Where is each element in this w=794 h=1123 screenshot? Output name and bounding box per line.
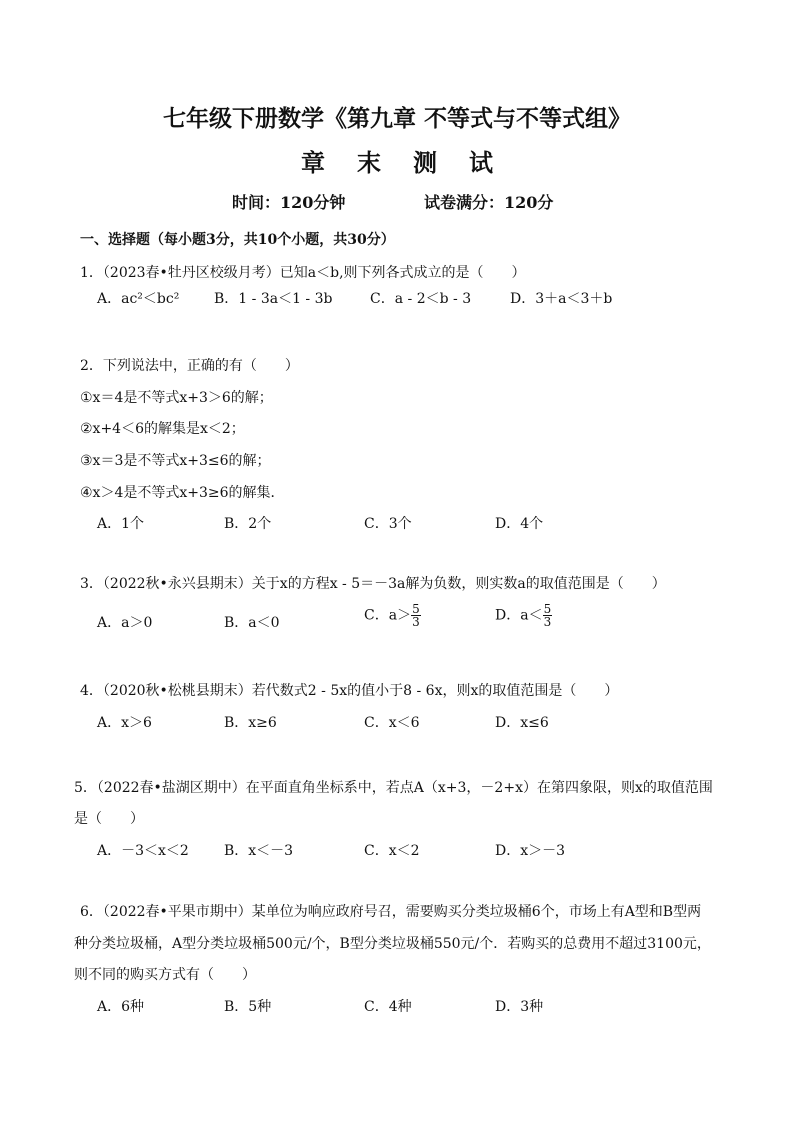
question-3-option-d <box>495 603 552 628</box>
question-2-item-4: ④x＞4是不等式x+3≥6的解集． <box>80 485 285 501</box>
question-4-option-d: D．x≤6 <box>495 715 549 731</box>
exam-time: 时间：120分钟 <box>232 193 346 212</box>
question-4-option-b: B．x≥6 <box>224 715 277 731</box>
question-6-option-a: A．6种 <box>97 999 145 1015</box>
question-5-option-c: C．x＜2 <box>364 843 420 859</box>
question-5-stem-line-2: 是（ ） <box>74 811 144 827</box>
question-1-option-d: D．3＋a＜3＋b <box>510 291 613 307</box>
question-4-stem: 4．（2020秋•松桃县期末）若代数式2 - 5x的值小于8 - 6x，则x的取值范围是（ ） <box>80 683 619 699</box>
fraction-numerator: 5 <box>543 602 552 616</box>
question-6-stem-line-2: 种分类垃圾桶，A型分类垃圾桶500元/个，B型分类垃圾桶550元/个．若购买的总费用不超过3100元， <box>74 936 711 952</box>
section-heading-choice: 一、选择题（每小题3分，共10个小题，共30分） <box>80 232 395 248</box>
question-4-option-a: A．x＞6 <box>97 715 152 731</box>
question-6-stem-line-1: 6．（2022春•平果市期中）某单位为响应政府号召，需要购买分类垃圾桶6个，市场上有A型和B型两 <box>80 904 702 920</box>
question-2-stem: 2．下列说法中，正确的有（ ） <box>80 358 299 374</box>
fraction-five-thirds <box>543 603 553 628</box>
question-2-item-3: ③x＝3是不等式x+3≤6的解； <box>80 453 271 469</box>
question-2-option-a: A．1个 <box>97 516 145 532</box>
question-2-option-c: C．3个 <box>364 516 412 532</box>
question-5-option-d: D．x＞－3 <box>495 843 566 859</box>
question-2-option-b: B．2个 <box>224 516 272 532</box>
document-subtitle: 章末测试 <box>301 148 525 177</box>
question-3-stem: 3．（2022秋•永兴县期末）关于x的方程x - 5＝－3a解为负数，则实数a的取值范围是（ ） <box>80 576 666 592</box>
question-2-option-d: D．4个 <box>495 516 544 532</box>
fraction-numerator: 5 <box>412 602 420 616</box>
question-6-stem-line-3: 则不同的购买方式有（ ） <box>74 967 256 983</box>
question-2-item-2: ②x+4＜6的解集是x＜2； <box>80 421 245 437</box>
question-3-option-a: A．a＞0 <box>97 615 153 631</box>
question-2-item-1: ①x＝4是不等式x+3＞6的解； <box>80 390 273 406</box>
question-3-option-c <box>364 603 421 628</box>
fraction-five-thirds <box>411 603 421 628</box>
question-6-option-b: B．5种 <box>224 999 272 1015</box>
question-5-option-b: B．x＜－3 <box>224 843 294 859</box>
question-1-option-c: C．a - 2＜b - 3 <box>370 291 472 307</box>
question-1-stem: 1．（2023春•牡丹区校级月考）已知a＜b,则下列各式成立的是（ ） <box>80 265 526 281</box>
question-5-option-a: A．－3＜x＜2 <box>97 843 189 859</box>
question-4-option-c: C．x＜6 <box>364 715 420 731</box>
question-6-option-c: C．4种 <box>364 999 412 1015</box>
question-1-option-a: A．ac²＜bc² <box>97 291 180 307</box>
question-6-option-d: D．3种 <box>495 999 544 1015</box>
exam-total-score: 试卷满分：120分 <box>424 193 554 212</box>
question-3-option-d-label: D．a＜ <box>495 607 543 624</box>
question-3-option-b: B．a＜0 <box>224 615 280 631</box>
question-3-option-c-label: C．a＞ <box>364 607 412 624</box>
question-5-stem-line-1: 5．（2022春•盐湖区期中）在平面直角坐标系中，若点A（x+3，－2+x）在第四象限，则x的取值范围 <box>74 780 713 796</box>
fraction-denominator: 3 <box>412 615 420 629</box>
document-title: 七年级下册数学《第九章 不等式与不等式组》 <box>162 105 631 132</box>
fraction-denominator: 3 <box>543 615 552 629</box>
question-1-option-b: B．1 - 3a＜1 - 3b <box>214 291 333 307</box>
